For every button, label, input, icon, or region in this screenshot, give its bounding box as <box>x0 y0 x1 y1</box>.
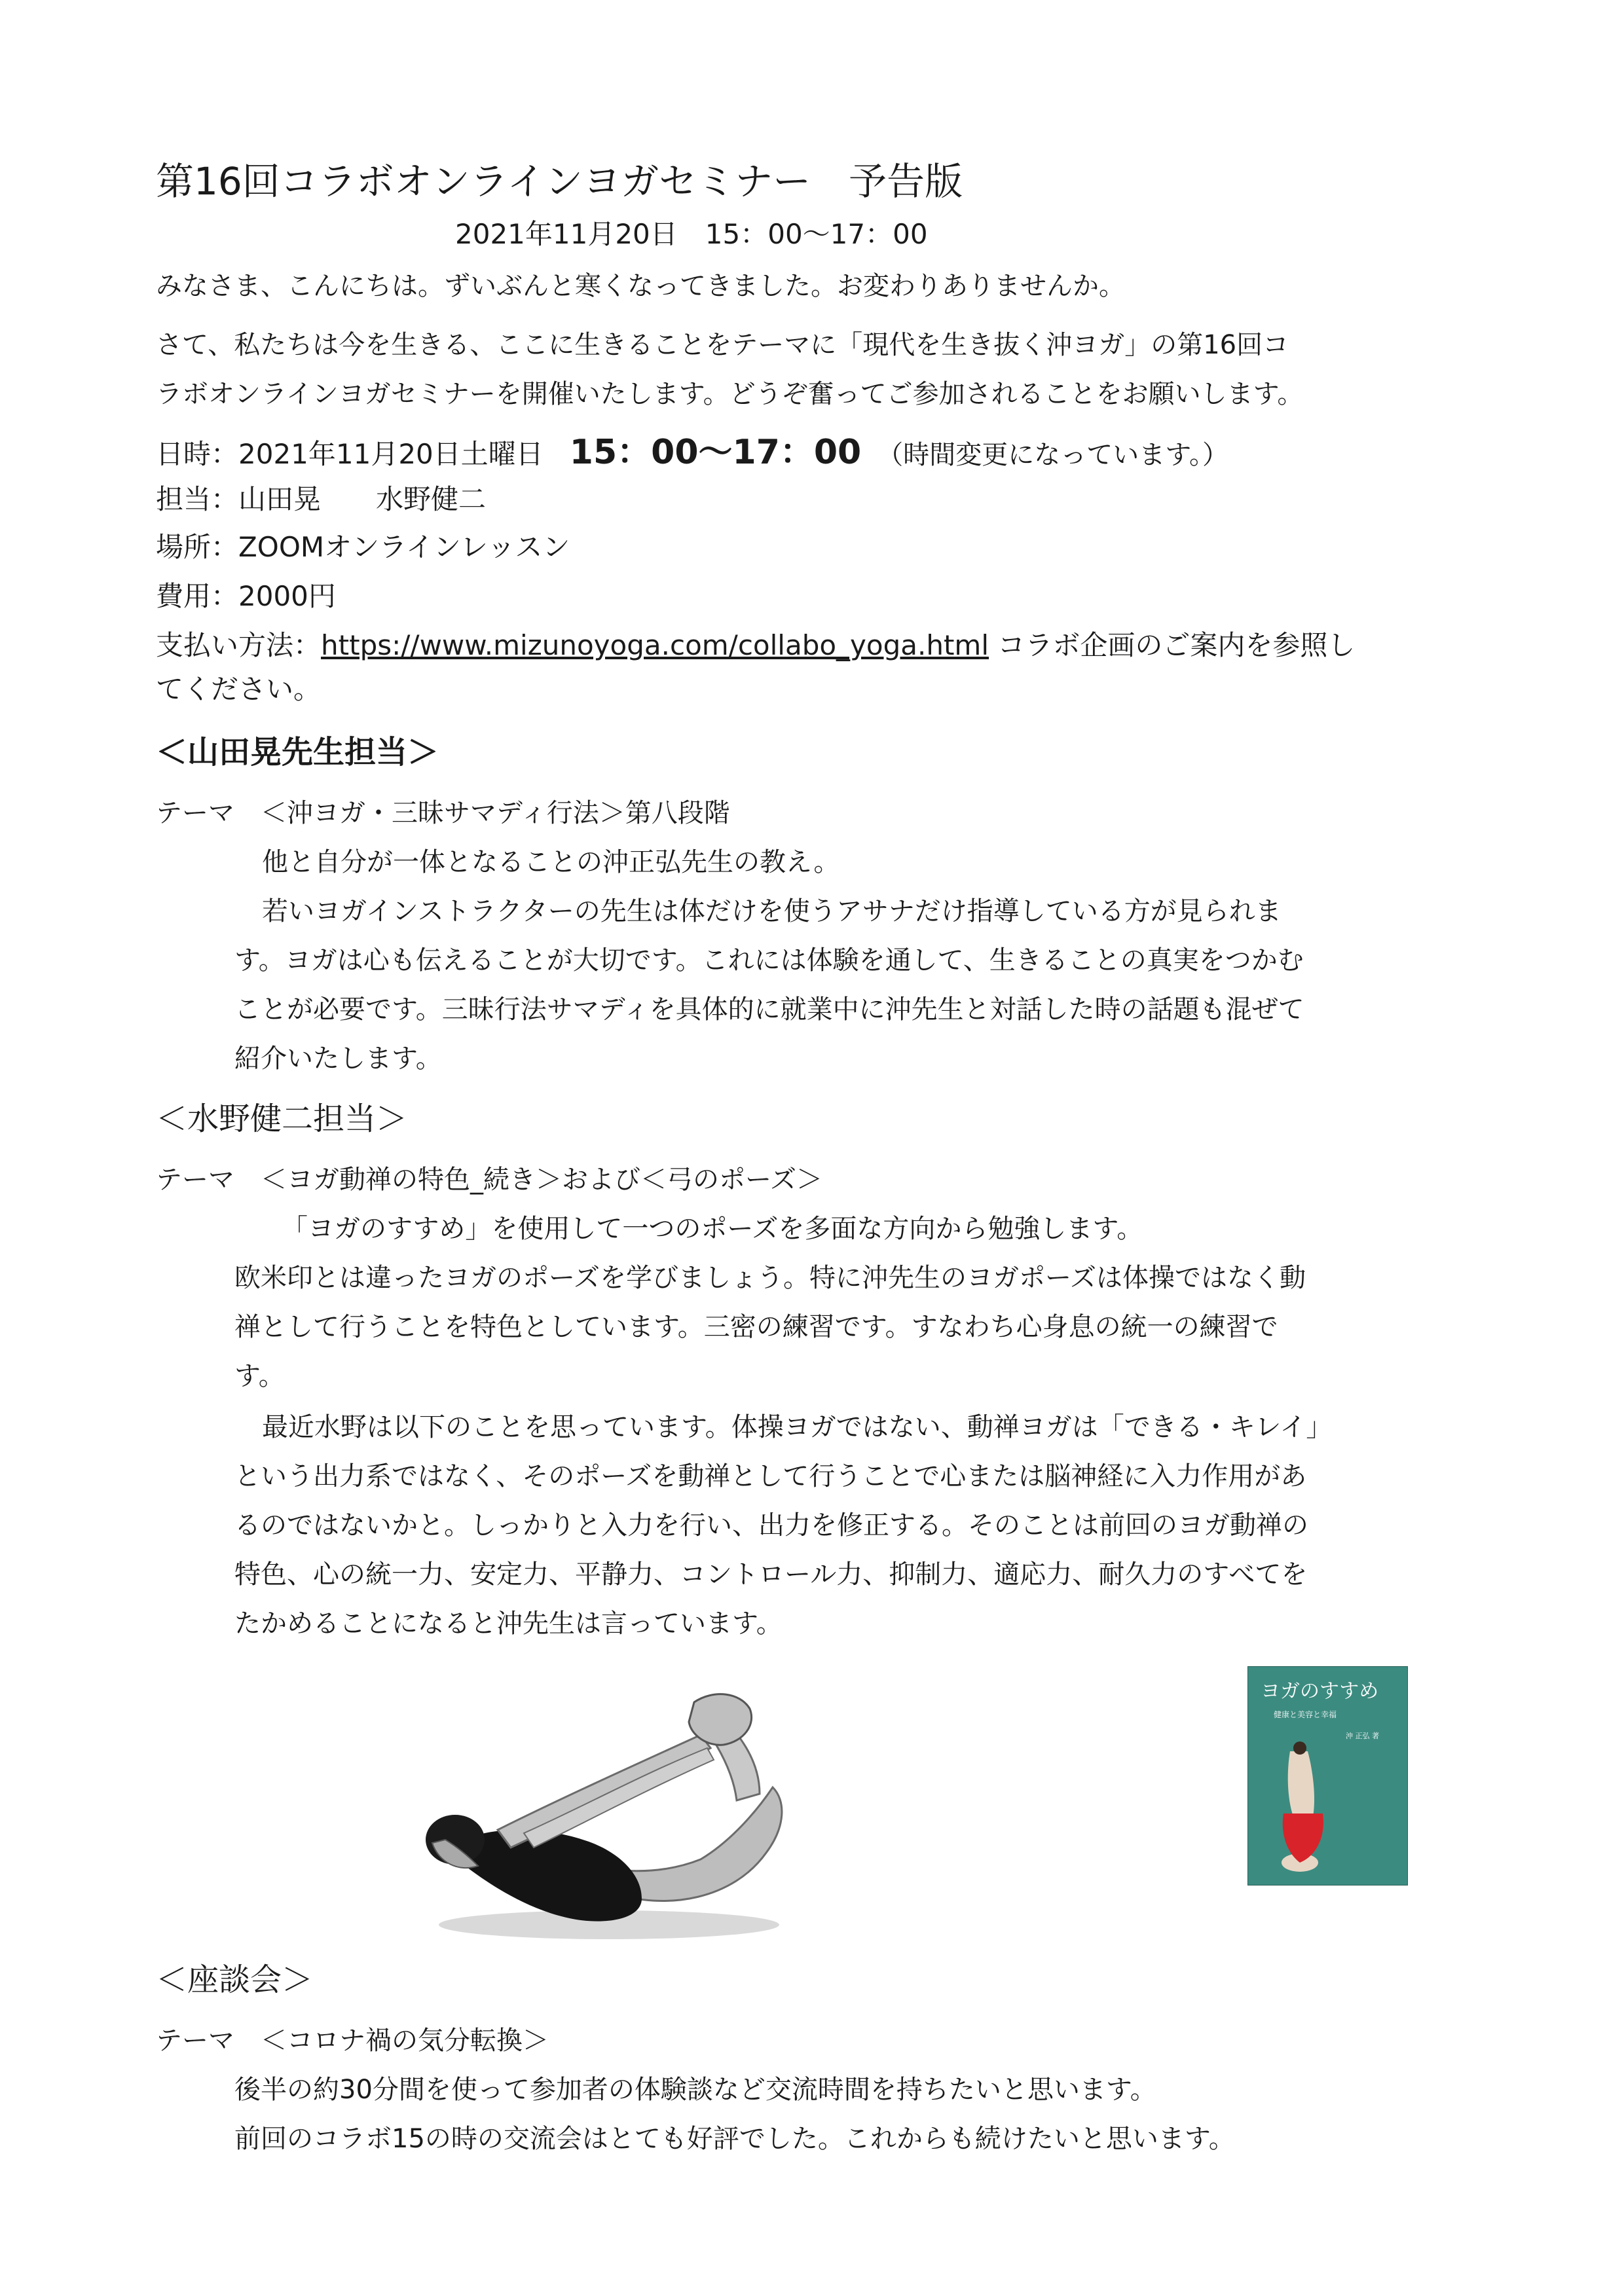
page-title: 第16回コラボオンラインヨガセミナー 予告版 <box>156 159 963 204</box>
section-line: るのではないかと。しっかりと入力を行い、出力を修正する。そのことは前回のヨガ動禅の <box>234 1510 1308 1540</box>
book-cover-image <box>1247 1666 1408 1886</box>
datetime-note: （時間変更になっています。） <box>877 440 1229 470</box>
section-line: 前回のコラボ15の時の交流会はとても好評でした。これからも続けたいと思います。 <box>234 2124 1235 2154</box>
section-heading-mizuno: ＜水野健二担当＞ <box>156 1101 408 1137</box>
bow-pose-photo <box>393 1676 812 1951</box>
section-theme-yamada: テーマ ＜沖ヨガ・三昧サマディ行法＞第八段階 <box>156 798 730 828</box>
section-theme-mizuno: テーマ ＜ヨガ動禅の特色_続き＞および＜弓のポーズ＞ <box>156 1165 822 1195</box>
book-subtitle: 健康と美容と幸福 <box>1274 1710 1337 1719</box>
datetime-time: 15：00～17：00 <box>569 433 862 472</box>
greeting-text: みなさま、こんにちは。ずいぶんと寒くなってきました。お変わりありませんか。 <box>156 271 1125 301</box>
section-line: 最近水野は以下のことを思っています。体操ヨガではない、動禅ヨガは「できる・キレイ」 <box>262 1412 1333 1442</box>
payment-row-continued: てください。 <box>156 673 322 705</box>
section-line: 禅として行うことを特色としています。三密の練習です。すなわち心身息の統一の練習で <box>234 1312 1278 1342</box>
payment-row <box>156 624 1355 663</box>
section-line: たかめることになると沖先生は言っています。 <box>234 1609 783 1639</box>
section-line: 欧米印とは違ったヨガのポーズを学びましょう。特に沖先生のヨガポーズは体操ではなく動 <box>234 1263 1306 1293</box>
section-line: す。ヨガは心も伝えることが大切です。これには体験を通して、生きることの真実をつかむ <box>234 945 1304 975</box>
section-theme-talk: テーマ ＜コロナ禍の気分転換＞ <box>156 2026 549 2056</box>
section-heading-talk: ＜座談会＞ <box>156 1961 314 1998</box>
payment-after-text: コラボ企画のご案内を参照し <box>989 629 1356 661</box>
section-heading-yamada: ＜山田晃先生担当＞ <box>156 734 439 771</box>
payment-link[interactable]: https://www.mizunoyoga.com/collabo_yoga.html <box>321 629 989 661</box>
datetime-row <box>156 424 1228 473</box>
staff-row: 担当：山田晃 水野健二 <box>156 483 487 515</box>
section-line: 紹介いたします。 <box>234 1044 442 1074</box>
section-line: 他と自分が一体となることの沖正弘先生の教え。 <box>262 847 840 877</box>
intro-paragraph-line: さて、私たちは今を生きる、ここに生きることをテーマに「現代を生き抜く沖ヨガ」の第16回コ <box>156 330 1289 360</box>
book-author: 沖 正弘 著 <box>1346 1732 1379 1740</box>
section-line: 特色、心の統一力、安定力、平静力、コントロール力、抑制力、適応力、耐久力のすべてを <box>234 1559 1308 1590</box>
place-row: 場所：ZOOMオンラインレッスン <box>156 531 570 563</box>
fee-row: 費用：2000円 <box>156 580 336 612</box>
section-line: という出力系ではなく、そのポーズを動禅として行うことで心または脳神経に入力作用があ <box>234 1461 1307 1491</box>
datetime-label: 日時：2021年11月20日土曜日 <box>156 438 544 470</box>
section-line: 「ヨガのすすめ」を使用して一つのポーズを多面な方向から勉強します。 <box>282 1214 1143 1244</box>
section-line: 若いヨガインストラクターの先生は体だけを使うアサナだけ指導している方が見られま <box>262 896 1282 926</box>
event-date-line: 2021年11月20日 15：00～17：00 <box>455 218 928 250</box>
payment-label: 支払い方法： <box>156 629 322 661</box>
section-line: ことが必要です。三昧行法サマディを具体的に就業中に沖先生と対話した時の話題も混ぜて <box>234 994 1304 1025</box>
book-title: ヨガのすすめ <box>1261 1680 1379 1703</box>
intro-paragraph-line: ラボオンラインヨガセミナーを開催いたします。どうぞ奮ってご参加されることをお願いします。 <box>156 379 1304 409</box>
section-line: す。 <box>234 1361 285 1391</box>
section-line: 後半の約30分間を使って参加者の体験談など交流時間を持ちたいと思います。 <box>234 2075 1156 2105</box>
